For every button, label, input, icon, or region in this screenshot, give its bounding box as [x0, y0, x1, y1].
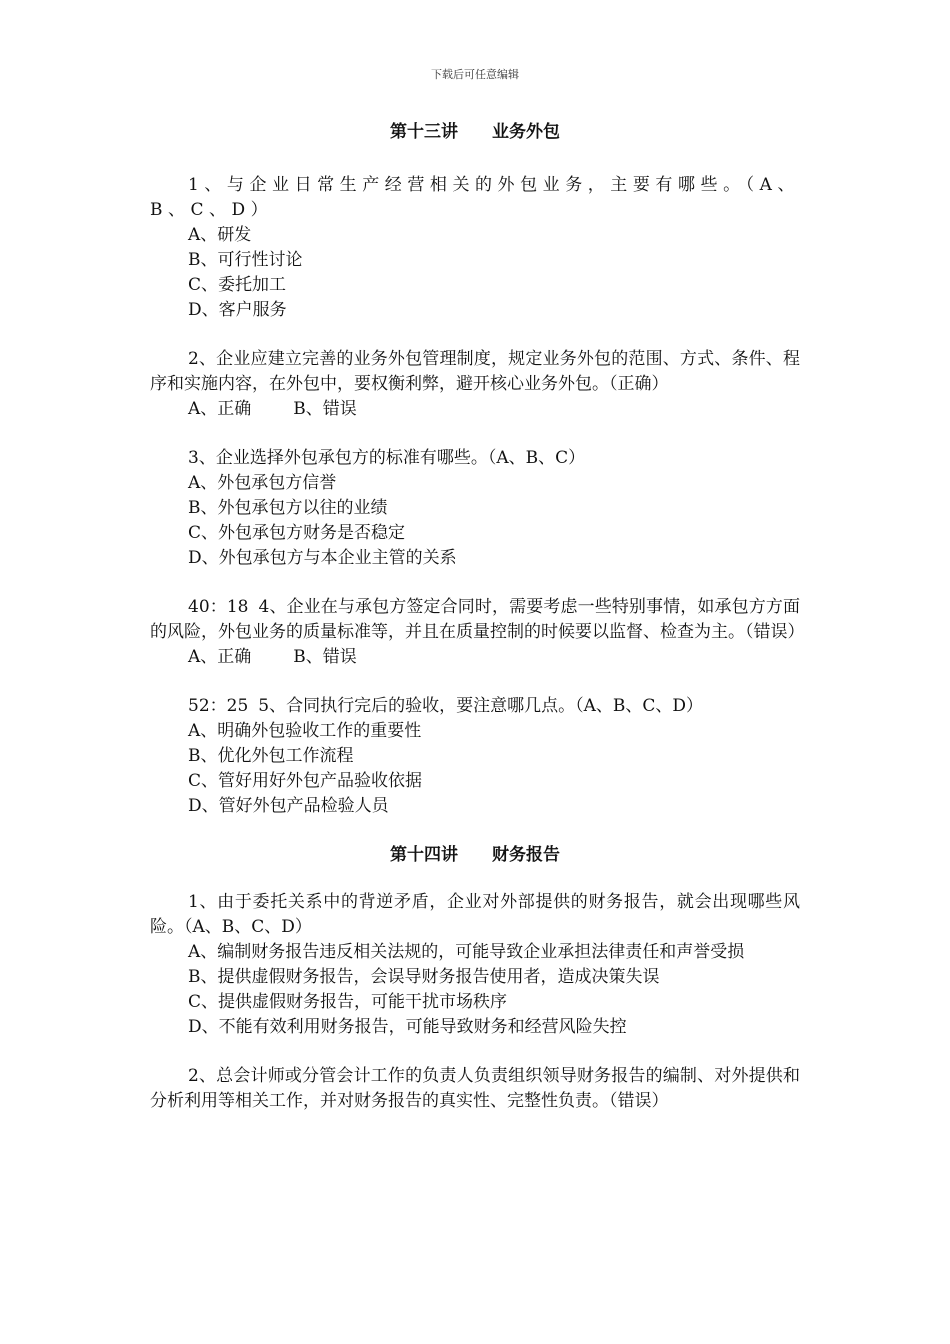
option-c: C、管好用好外包产品验收依据 [188, 771, 423, 791]
option-c: C、委托加工 [188, 275, 287, 295]
question-13-4 [150, 595, 805, 670]
document-body [150, 120, 805, 1114]
question-stem-text: 4、企业在与承包方签定合同时，需要考虑一些特别事情，如承包方方面的风险，外包业务的质量标准等，并且在质量控制的时候要以监督、检查为主。（错误） [150, 597, 805, 642]
timestamp-prefix: 40：18 [188, 597, 249, 617]
option-c: C、提供虚假财务报告，可能干扰市场秩序 [188, 992, 508, 1012]
question-stem [150, 595, 805, 645]
option-d: D、管好外包产品检验人员 [188, 796, 389, 816]
section-title-13: 第十三讲 业务外包 [390, 122, 560, 142]
option-b: B、错误 [293, 647, 357, 667]
question-13-2 [150, 347, 800, 422]
option-b: B、可行性讨论 [188, 250, 303, 270]
header-note: 下载后可任意编辑 [431, 68, 519, 81]
option-b: B、外包承包方以往的业绩 [188, 498, 388, 518]
option-a: A、编制财务报告违反相关法规的，可能导致企业承担法律责任和声誉受损 [188, 942, 745, 962]
question-stem-text: 5、合同执行完后的验收，要注意哪几点。（A、B、C、D） [258, 696, 703, 716]
option-a: A、明确外包验收工作的重要性 [188, 721, 422, 741]
question-stem [150, 694, 800, 719]
question-13-3 [150, 446, 800, 571]
option-a: A、外包承包方信誉 [188, 473, 337, 493]
option-d: D、客户服务 [188, 300, 287, 320]
option-d: D、外包承包方与本企业主管的关系 [188, 548, 457, 568]
question-13-5 [150, 694, 800, 819]
option-a: A、正确 [188, 647, 252, 667]
question-stem: 2、企业应建立完善的业务外包管理制度，规定业务外包的范围、方式、条件、程序和实施内容，在外包中，要权衡利弊，避开核心业务外包。（正确） [150, 349, 800, 394]
question-stem: 2、总会计师或分管会计工作的负责人负责组织领导财务报告的编制、对外提供和分析利用等相关工作，并对财务报告的真实性、完整性负责。（错误） [150, 1066, 800, 1111]
option-a: A、研发 [188, 225, 252, 245]
timestamp-prefix: 52：25 [188, 696, 249, 716]
option-c: C、外包承包方财务是否稳定 [188, 523, 406, 543]
option-b: B、提供虚假财务报告，会误导财务报告使用者，造成决策失误 [188, 967, 660, 987]
option-row [150, 397, 800, 422]
option-b: B、错误 [293, 399, 357, 419]
question-13-1 [150, 173, 800, 323]
option-b: B、优化外包工作流程 [188, 746, 354, 766]
option-d: D、不能有效利用财务报告，可能导致财务和经营风险失控 [188, 1017, 627, 1037]
question-stem: 1、由于委托关系中的背逆矛盾，企业对外部提供的财务报告，就会出现哪些风险。（A、B、C、D） [150, 892, 800, 937]
option-row [150, 645, 800, 670]
section-title-14: 第十四讲 财务报告 [390, 845, 560, 865]
question-14-2 [150, 1064, 800, 1114]
option-a: A、正确 [188, 399, 252, 419]
question-14-1 [150, 890, 800, 1040]
question-stem: 3、企业选择外包承包方的标准有哪些。（A、B、C） [188, 448, 586, 468]
question-stem: 1、与企业日常生产经营相关的外包业务，主要有哪些。（A、B、C、D） [150, 175, 800, 220]
